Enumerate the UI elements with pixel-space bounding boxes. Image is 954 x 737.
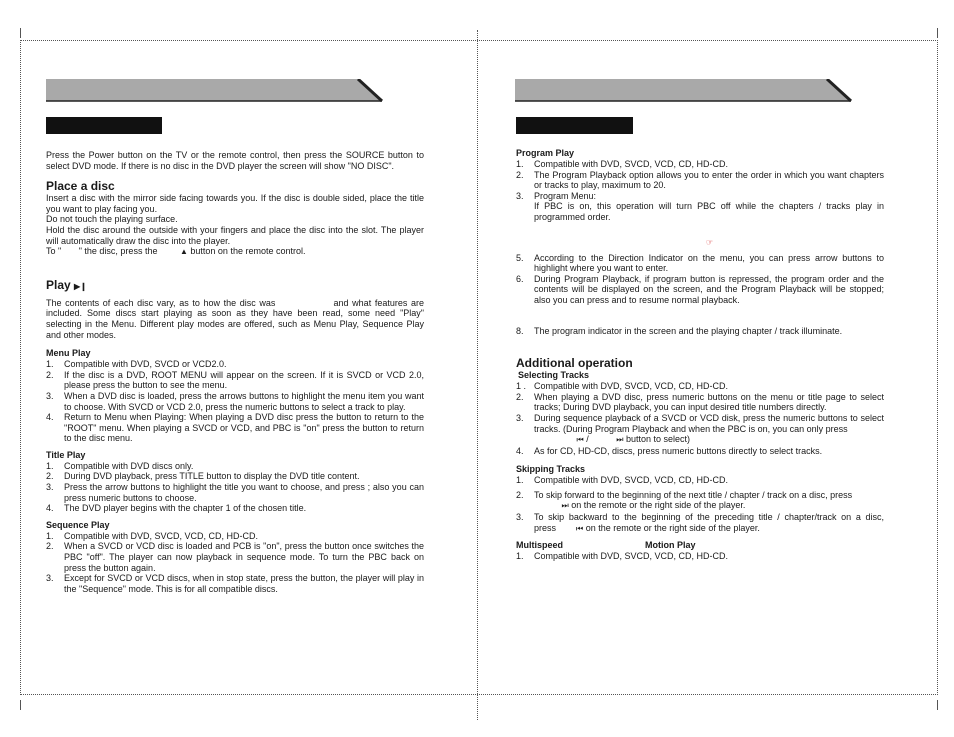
right-section-label-bar — [516, 117, 633, 134]
list-item: 2. When a SVCD or VCD disc is loaded and PCB is "on", press the button once switches the PBC "off". The player can now playback in sequence mode. To turn the PBC back on press the button again. — [46, 541, 424, 573]
play-heading: Play ▶❙ — [46, 277, 87, 292]
right-header-banner — [515, 79, 855, 103]
multispeed-list — [516, 551, 884, 562]
list-item: 5. According to the Direction Indicator on the menu, you can press arrow buttons to highlight where you want to enter. — [516, 252, 884, 274]
sequence-play-heading: Sequence Play — [46, 519, 110, 530]
list-item: 2. If the disc is a DVD, ROOT MENU will appear on the screen. If it is SVCD or VCD 2.0, please press the button to see the menu. — [46, 369, 424, 391]
place-line: Hold the disc around the outside with your fingers and place the disc into the slot. The player will automatically draw the disc into the player. — [46, 224, 424, 246]
place-line: Do not touch the playing surface. — [46, 214, 178, 225]
program-play-heading: Program Play — [516, 148, 575, 158]
program-play-list — [516, 159, 884, 223]
list-item: 2. When playing a DVD disc, press numeric buttons on the menu or title page to select tracks; During DVD playback, you can input desired title numbers directly. — [516, 391, 884, 413]
menu-play-heading: Menu Play — [46, 348, 91, 359]
list-item: 1 . Compatible with DVD, SVCD, VCD, CD, HD-CD. — [516, 381, 729, 392]
title-play-heading: Title Play — [46, 449, 86, 460]
next-icon: ⏭ — [561, 501, 569, 511]
program-play-list-cont — [516, 253, 884, 306]
list-item: 3. Press the arrow buttons to highlight the title you want to choose, and press ; also you can press numeric buttons to choose. — [46, 482, 424, 503]
intro-text: Press the Power button on the TV or the remote control, then press the SOURCE button to select DVD mode. If there is no disc in the DVD player the screen will show "NO DISC". — [46, 150, 424, 171]
list-item: 1. Compatible with DVD, SVCD, VCD, CD, HD-CD. — [516, 159, 729, 169]
list-item: 2. The Program Playback option allows you to enter the order in which you want chapters or tracks to play, maximum to 20. — [516, 169, 884, 191]
list-item: 2. To skip forward to the beginning of the next title / chapter / track on a disc, press ⏭ on the remote or the right side of the player. — [516, 489, 853, 511]
pointer-hand-icon: ☞ — [706, 237, 714, 247]
list-item: 4. The DVD player begins with the chapter 1 of the chosen title. — [46, 503, 307, 514]
list-item: 1. Compatible with DVD, SVCD, VCD, CD, HD-CD. — [46, 530, 259, 541]
sequence-play-list — [46, 531, 424, 595]
list-item: 3. During sequence playback of a SVCD or VCD disk, press the numeric buttons to select tracks. (During Program Playback and when the PBC is on, you can only press ⏮ / ⏭ button to select) — [516, 412, 884, 445]
previous-icon: ⏮ — [576, 523, 584, 533]
eject-line: To " " the disc, press the ▲ button on the remote control. — [46, 246, 306, 257]
list-item: 3. Program Menu: If PBC is on, this operation will turn PBC off while the chapters / tracks play in programmed order. — [516, 190, 884, 222]
list-item: 6. During Program Playback, if program button is repressed, the program order and the contents will be displayed on the screen, and the Program Playback will be stopped; also you can press and to resume normal playback. — [516, 273, 884, 305]
left-column — [46, 150, 424, 594]
program-play-list-end — [516, 326, 884, 337]
additional-operation-heading: Additional operation — [516, 356, 633, 371]
crop-mark — [937, 700, 938, 710]
list-item: 4. Return to Menu when Playing: When playing a DVD disc press the button to return to the "ROOT" menu. When playing a SVCD or VCD, and PBC is "on" press the button to return to the disc menu. — [46, 412, 424, 444]
skipping-tracks-list — [516, 475, 884, 534]
previous-icon: ⏮ — [576, 435, 584, 445]
menu-play-list — [46, 359, 424, 444]
list-item: 3. Except for SVCD or VCD discs, when in stop state, press the button, the player will play in the "Sequence" mode. This is for all compatible discs. — [46, 573, 424, 594]
play-text: The contents of each disc vary, as to how the disc was and what features are included. Some discs start playing as soon as they have been read, some need "Play" selecting in the Menu. Different play modes are offered, such as Menu Play, Sequence Play and other modes. — [46, 297, 424, 340]
title-play-list — [46, 461, 424, 514]
left-section-label-bar — [46, 117, 162, 134]
list-item: 2. During DVD playback, press TITLE button to display the DVD title content. — [46, 471, 360, 482]
list-item: 8. The program indicator in the screen and the playing chapter / track illuminate. — [516, 325, 843, 336]
list-item: 1. Compatible with DVD, SVCD, VCD, CD, HD-CD. — [516, 551, 729, 562]
play-pause-icon: ▶❙ — [74, 281, 87, 291]
next-icon: ⏭ — [616, 435, 624, 445]
selecting-tracks-heading: Selecting Tracks — [518, 370, 590, 381]
skipping-tracks-heading: Skipping Tracks — [516, 464, 586, 475]
left-header-banner — [46, 79, 386, 103]
crop-mark — [20, 28, 21, 38]
eject-icon: ▲ — [179, 247, 188, 257]
multispeed-heading: Multispeed Motion Play — [516, 540, 696, 551]
list-item: 3. When a DVD disc is loaded, press the arrows buttons to highlight the menu item you want to choose. With SVCD or VCD 2.0, press the numeric buttons to select a track to play. — [46, 390, 424, 412]
list-item: 1. Compatible with DVD, SVCD, VCD, CD, HD-CD. — [516, 475, 729, 486]
place-disc-heading: Place a disc — [46, 179, 115, 194]
list-item: 1. Compatible with DVD discs only. — [46, 460, 194, 471]
center-fold — [477, 30, 478, 720]
list-item: 1. Compatible with DVD, SVCD or VCD2.0. — [46, 359, 227, 370]
crop-mark — [20, 700, 21, 710]
place-line: Insert a disc with the mirror side facing towards you. If the disc is double sided, place the title you want to play facing you. — [46, 193, 424, 214]
crop-mark — [937, 28, 938, 38]
right-column — [516, 148, 884, 562]
list-item: 3. To skip backward to the beginning of the preceding title / chapter/track on a disc, press ⏮ on the remote or the right side of the player. — [516, 512, 884, 533]
selecting-tracks-list — [516, 381, 884, 456]
list-item: 4. As for CD, HD-CD, discs, press numeric buttons directly to select tracks. — [516, 445, 823, 456]
